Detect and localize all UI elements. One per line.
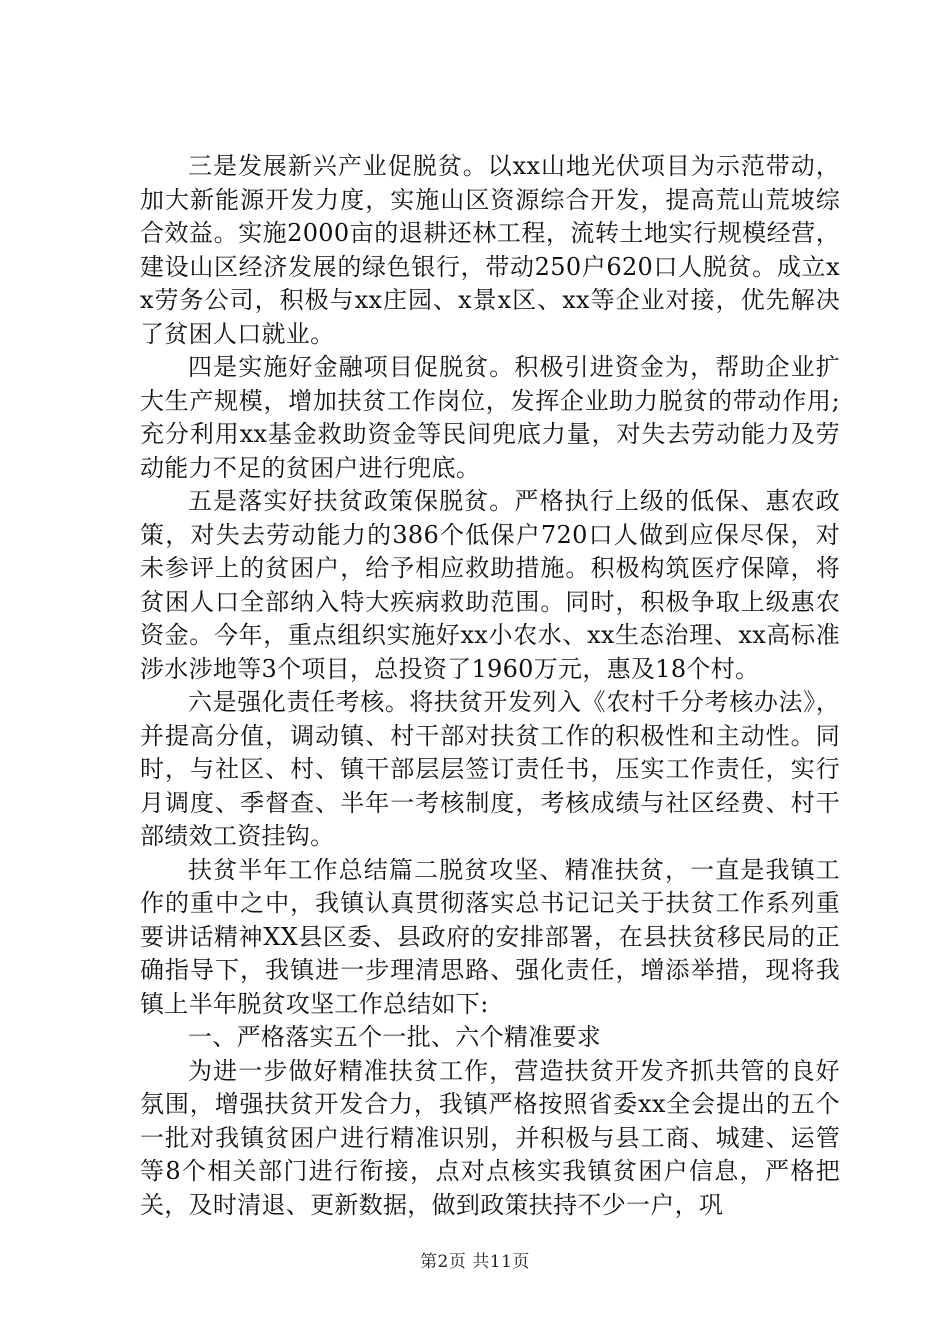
document-body <box>140 150 840 1222</box>
paragraph-policy: 五是落实好扶贫政策保脱贫。严格执行上级的低保、惠农政策，对失去劳动能力的386个低保户720口人做到应保尽保，对未参评上的贫困户，给予相应救助措施。积极构筑医疗保障，将贫困人口全部纳入特大疾病救助范围。同时，积极争取上级惠农资金。今年，重点组织实施好xx小农水、xx生态治理、xx高标准涉水涉地等3个项目，总投资了1960万元，惠及18个村。 <box>140 487 840 683</box>
page-footer: 第2页 共11页 <box>420 1252 530 1272</box>
paragraph-industry: 三是发展新兴产业促脱贫。以xx山地光伏项目为示范带动，加大新能源开发力度，实施山区资源综合开发，提高荒山荒坡综合效益。实施2000亩的退耕还林工程，流转土地实行规模经营，建设山区经济发展的绿色银行，带动250户620口人脱贫。成立xx劳务公司，积极与xx庄园、x景x区、xx等企业对接，优先解决了贫困人口就业。 <box>140 152 840 348</box>
paragraph-precision: 为进一步做好精准扶贫工作，营造扶贫开发齐抓共管的良好氛围，增强扶贫开发合力，我镇严格按照省委xx全会提出的五个一批对我镇贫困户进行精准识别，并积极与县工商、城建、运管等8个相关部门进行衔接，点对点核实我镇贫困户信息，严格把关，及时清退、更新数据，做到政策扶持不少一户，巩 <box>140 1056 840 1219</box>
section-heading: 一、严格落实五个一批、六个精准要求 <box>188 1023 602 1051</box>
paragraph-assessment: 六是强化责任考核。将扶贫开发列入《农村千分考核办法》，并提高分值，调动镇、村干部对扶贫工作的积极性和主动性。同时，与社区、村、镇干部层层签订责任书，压实工作责任，实行月调度、季督查、半年一考核制度，考核成绩与社区经费、村干部绩效工资挂钩。 <box>140 688 840 850</box>
paragraph-finance: 四是实施好金融项目促脱贫。积极引进资金为，帮助企业扩大生产规模，增加扶贫工作岗位，发挥企业助力脱贫的带动作用;充分利用xx基金救助资金等民间兜底力量，对失去劳动能力及劳动能力不足的贫困户进行兜底。 <box>140 353 840 482</box>
paragraph-summary-intro: 扶贫半年工作总结篇二脱贫攻坚、精准扶贫，一直是我镇工作的重中之中，我镇认真贯彻落实总书记记关于扶贫工作系列重要讲话精神XX县区委、县政府的安排部署，在县扶贫移民局的正确指导下，我镇进一步理清思路、强化责任，增添举措，现将我镇上半年脱贫攻坚工作总结如下: <box>140 855 840 1018</box>
